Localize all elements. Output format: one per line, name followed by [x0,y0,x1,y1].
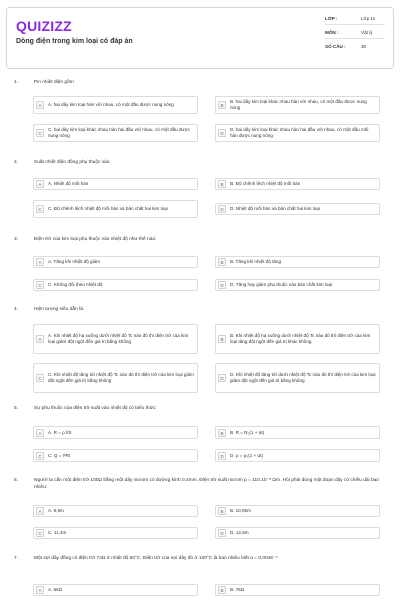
meta-class-key: LỚP : [325,16,338,21]
option-letter: A [36,258,44,266]
option-letter: C [36,129,44,137]
option-text: B. hai dây kim loại khác nhau hàn với nhau, có một đầu được nung nóng [230,99,367,110]
option-letter: A [36,507,44,515]
option-text: C. Q = I²Rt [48,452,71,458]
option-letter: D [218,281,226,289]
option-letter: D [218,529,226,537]
page-title: Dòng điện trong kim loại có đáp án [16,38,133,45]
option-b[interactable] [215,426,380,439]
option-letter: B [218,258,226,266]
question-number: 6. [14,478,19,483]
option-text: D. Tăng hay giảm phụ thuộc vào bản chất kim loại [230,282,333,288]
option-letter: C [36,529,44,537]
question-number: 2. [14,160,19,165]
option-letter: C [36,452,44,460]
meta-divider [325,24,385,25]
question-text: Hiện tượng siêu dẫn là: [34,307,85,312]
option-text: B. Tăng khi nhiệt độ tăng [230,259,281,265]
option-a[interactable] [33,584,198,596]
option-text: D. 12,6m [230,530,249,536]
option-c[interactable] [33,449,198,462]
option-text: A. hai dây kim loại hàn với nhau, có một đầu được nung nóng [48,102,174,108]
option-text: A. Tăng khi nhiệt độ giảm [48,259,101,265]
option-text: A. 8,9m [48,508,64,514]
option-letter: D [218,205,226,213]
option-text: D. hai dây kim loại khác nhau hàn hai đầu với nhau, có một đầu mối hàn được nung nóng [230,127,369,138]
question-number: 1. [14,80,19,85]
option-text: D. Khi nhiệt độ tăng tới dưới nhiệt độ Tc nào đó thì điện trở của kim loại giảm đột ngột đến giá trị bằng không [230,372,376,383]
option-text: A. R = ρ l/S [48,429,72,435]
option-text: A. 66Ω [48,587,63,593]
option-text: C. hai dây kim loại khác nhau hàn hai đầu với nhau, có một đầu được nung nóng [48,127,190,138]
option-letter: B [218,335,226,343]
meta-subject-value: Vật lý [361,30,373,35]
option-letter: C [36,374,44,382]
option-letter: A [36,335,44,343]
option-text: B. Độ chênh lệch nhiệt độ mối hàn [230,181,301,187]
option-text: C. Không đổi theo nhiệt độ [48,282,103,288]
option-text: A. Nhiệt độ mối hàn [48,181,89,187]
option-letter: A [36,429,44,437]
option-c[interactable] [33,363,198,393]
option-text: B. Khi nhiệt độ hạ xuống dưới nhiệt độ Tc nào đó thì điện trở của kim loại tăng đột ngột đến giá trị khác không [230,333,371,344]
option-d[interactable] [215,363,380,393]
option-d[interactable] [215,449,380,462]
option-b[interactable] [215,256,380,268]
option-letter: A [36,180,44,188]
option-text: D. Nhiệt độ mối hàn và bản chất hai kim loại [230,206,320,212]
option-b[interactable] [215,584,380,596]
option-letter: D [218,129,226,137]
option-c[interactable] [33,124,198,142]
option-letter: C [36,281,44,289]
option-a[interactable] [33,256,198,268]
question-text: Pin nhiệt điện gồm [34,80,74,85]
meta-subject-key: MÔN : [325,30,339,35]
option-d[interactable] [215,203,380,215]
option-letter: A [36,586,44,594]
quizizz-logo: QUIZIZZ [16,18,72,34]
option-letter: C [36,205,44,213]
meta-count-key: SỐ CÂU : [325,44,346,49]
option-letter: B [218,101,226,109]
option-d[interactable] [215,527,380,539]
question-text: Sự phụ thuộc của điện trở suất vào nhiệt độ có biểu thức: [34,406,157,411]
question-text: Người ta cần một điện trở 100Ω bằng một dây nicrom có đường kính 0,4mm. Điện trở suất nicrom ρ = 110.10⁻⁸ Ωm. Hỏi phải dùng một đoạn dây có chiều dài bao nhiêu: [34,478,379,490]
option-a[interactable] [33,324,198,354]
option-text: C. Khi nhiệt độ tăng tới nhiệt độ Tc nào đó thì điện trở của kim loại giảm đột ngột đến giá trị bằng không [48,372,194,383]
option-text: C. Độ chênh lệch nhiệt độ mối hàn và bản chất hai kim loại [48,206,168,212]
option-b[interactable] [215,505,380,517]
option-a[interactable] [33,178,198,190]
option-text: A. Khi nhiệt độ hạ xuống dưới nhiệt độ Tc nào đó thì điện trở của kim loại giảm đột ngột đến giá trị bằng không [48,333,189,344]
option-text: C. 11,4m [48,530,67,536]
option-letter: A [36,101,44,109]
option-a[interactable] [33,505,198,517]
option-d[interactable] [215,124,380,142]
option-b[interactable] [215,324,380,354]
option-b[interactable] [215,178,380,190]
meta-count-value: 30 [361,44,367,49]
option-text: D. ρ = ρ₀(1 + αt) [230,452,264,458]
question-number: 4. [14,307,19,312]
option-d[interactable] [215,279,380,291]
option-letter: B [218,586,226,594]
option-b[interactable] [215,96,380,114]
question-text: Điện trở của kim loại phụ thuộc vào nhiệt độ như thế nào: [34,237,157,242]
option-c[interactable] [33,279,198,291]
option-a[interactable] [33,426,198,439]
option-letter: B [218,429,226,437]
option-c[interactable] [33,200,198,218]
option-text: B. 10,05m [230,508,251,514]
option-letter: D [218,452,226,460]
meta-divider [325,38,385,39]
option-a[interactable] [33,96,198,114]
question-text: Một sợi dây đồng có điện trở 74Ω ở nhiệt độ 50°C. Điện trở của sợi dây đó ở 100°C là bao nhiêu biết α = 0,004K⁻¹ [34,556,278,561]
option-text: B. R = R₀(1 + αt) [230,429,265,435]
option-letter: D [218,374,226,382]
question-number: 3. [14,237,19,242]
question-text: Suất nhiệt điện động phụ thuộc vào [34,160,110,165]
option-letter: B [218,507,226,515]
question-number: 7. [14,556,19,561]
question-number: 5. [14,406,19,411]
meta-class-value: Lớp 11 [361,16,376,21]
option-c[interactable] [33,527,198,539]
option-letter: B [218,180,226,188]
option-text: B. 76Ω [230,587,245,593]
